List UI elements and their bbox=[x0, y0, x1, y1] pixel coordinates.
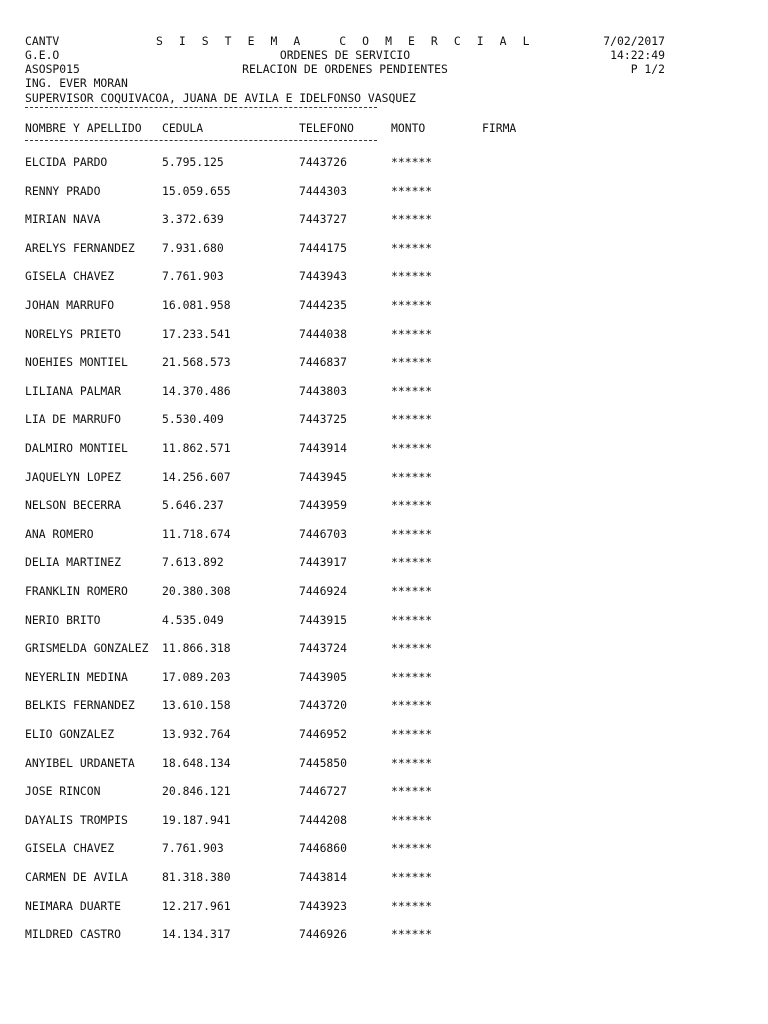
table-row bbox=[0, 355, 768, 369]
row-name: GISELA CHAVEZ bbox=[25, 269, 115, 284]
row-name: JOSE RINCON bbox=[25, 784, 101, 799]
table-row bbox=[0, 269, 768, 283]
table-row bbox=[0, 756, 768, 770]
column-header-divider bbox=[25, 140, 377, 141]
row-phone: 7443726 bbox=[299, 155, 348, 169]
row-amount: ****** bbox=[391, 155, 433, 169]
table-row bbox=[0, 327, 768, 341]
table-row bbox=[0, 841, 768, 855]
row-phone: 7446837 bbox=[299, 355, 348, 370]
column-header-amount: MONTO bbox=[391, 121, 426, 135]
row-phone: 7443720 bbox=[299, 698, 348, 713]
row-name: JOHAN MARRUFO bbox=[25, 298, 115, 312]
row-name: NOEHIES MONTIEL bbox=[25, 355, 128, 370]
table-row bbox=[0, 184, 768, 198]
row-id: 20.846.121 bbox=[162, 784, 231, 799]
row-amount: ****** bbox=[391, 641, 433, 656]
row-phone: 7446926 bbox=[299, 927, 348, 942]
row-id: 17.089.203 bbox=[162, 669, 231, 684]
table-row bbox=[0, 727, 768, 741]
row-phone: 7443915 bbox=[299, 612, 348, 627]
row-amount: ****** bbox=[391, 498, 433, 513]
table-row bbox=[0, 212, 768, 226]
row-amount: ****** bbox=[391, 326, 433, 341]
row-phone: 7444303 bbox=[299, 183, 348, 198]
row-id: 3.372.639 bbox=[162, 212, 224, 227]
row-amount: ****** bbox=[391, 298, 433, 312]
row-id: 18.648.134 bbox=[162, 755, 231, 770]
table-row bbox=[0, 441, 768, 455]
row-phone: 7443724 bbox=[299, 641, 348, 656]
row-phone: 7443959 bbox=[299, 498, 348, 513]
row-name: ANYIBEL URDANETA bbox=[25, 755, 135, 770]
column-header-row bbox=[0, 121, 768, 135]
row-name: NERIO BRITO bbox=[25, 612, 101, 627]
row-phone: 7443727 bbox=[299, 212, 348, 227]
row-name: MIRIAN NAVA bbox=[25, 212, 101, 227]
row-phone: 7443914 bbox=[299, 441, 348, 455]
row-amount: ****** bbox=[391, 212, 433, 227]
row-name: GRISMELDA GONZALEZ bbox=[25, 641, 149, 656]
row-id: 14.256.607 bbox=[162, 469, 231, 484]
table-row bbox=[0, 555, 768, 569]
table-row bbox=[0, 784, 768, 798]
table-row bbox=[0, 241, 768, 255]
row-amount: ****** bbox=[391, 412, 433, 427]
table-row bbox=[0, 155, 768, 169]
engineer-name: ING. EVER MORAN bbox=[25, 76, 128, 90]
row-name: DAYALIS TROMPIS bbox=[25, 812, 128, 827]
row-phone: 7443905 bbox=[299, 669, 348, 684]
row-id: 17.233.541 bbox=[162, 326, 231, 341]
row-name: BELKIS FERNANDEZ bbox=[25, 698, 135, 713]
company-name: CANTV bbox=[25, 34, 60, 48]
row-name: ARELYS FERNANDEZ bbox=[25, 240, 135, 255]
table-row bbox=[0, 641, 768, 655]
header-divider bbox=[25, 107, 377, 108]
row-phone: 7444038 bbox=[299, 326, 348, 341]
row-id: 14.370.486 bbox=[162, 383, 231, 398]
row-name: DELIA MARTINEZ bbox=[25, 555, 122, 570]
report-title: RELACION DE ORDENES PENDIENTES bbox=[242, 62, 448, 76]
row-phone: 7444208 bbox=[299, 812, 348, 827]
row-name: DALMIRO MONTIEL bbox=[25, 441, 128, 455]
row-name: FRANKLIN ROMERO bbox=[25, 584, 128, 598]
table-row bbox=[0, 298, 768, 312]
row-name: ELCIDA PARDO bbox=[25, 155, 108, 169]
page-number: P 1/2 bbox=[630, 62, 665, 76]
row-phone: 7444235 bbox=[299, 298, 348, 312]
row-phone: 7443814 bbox=[299, 870, 348, 884]
department: G.E.O bbox=[25, 48, 60, 62]
row-phone: 7443923 bbox=[299, 898, 348, 913]
row-amount: ****** bbox=[391, 240, 433, 255]
report-subtitle: ORDENES DE SERVICIO bbox=[279, 48, 411, 62]
row-name: CARMEN DE AVILA bbox=[25, 870, 128, 884]
row-id: 16.081.958 bbox=[162, 298, 231, 312]
row-id: 11.862.571 bbox=[162, 441, 231, 455]
row-phone: 7443945 bbox=[299, 469, 348, 484]
column-header-phone: TELEFONO bbox=[299, 121, 354, 135]
table-row bbox=[0, 613, 768, 627]
row-id: 15.059.655 bbox=[162, 183, 231, 198]
row-amount: ****** bbox=[391, 927, 433, 942]
row-id: 11.866.318 bbox=[162, 641, 231, 656]
table-row bbox=[0, 412, 768, 426]
row-id: 7.613.892 bbox=[162, 555, 224, 570]
row-amount: ****** bbox=[391, 355, 433, 370]
row-name: LILIANA PALMAR bbox=[25, 383, 122, 398]
row-phone: 7446727 bbox=[299, 784, 348, 799]
row-name: JAQUELYN LOPEZ bbox=[25, 469, 122, 484]
table-row bbox=[0, 498, 768, 512]
row-name: NELSON BECERRA bbox=[25, 498, 122, 513]
row-phone: 7446924 bbox=[299, 584, 348, 598]
row-amount: ****** bbox=[391, 755, 433, 770]
row-id: 12.217.961 bbox=[162, 898, 231, 913]
row-phone: 7443725 bbox=[299, 412, 348, 427]
column-header-id: CEDULA bbox=[162, 121, 204, 135]
row-name: NEYERLIN MEDINA bbox=[25, 669, 128, 684]
supervisor-line: SUPERVISOR COQUIVACOA, JUANA DE AVILA E IDELFONSO VASQUEZ bbox=[25, 91, 416, 105]
row-phone: 7443803 bbox=[299, 383, 348, 398]
row-amount: ****** bbox=[391, 526, 433, 541]
row-name: GISELA CHAVEZ bbox=[25, 841, 115, 856]
row-amount: ****** bbox=[391, 469, 433, 484]
row-amount: ****** bbox=[391, 784, 433, 799]
report-date: 7/02/2017 bbox=[603, 34, 665, 48]
row-phone: 7446860 bbox=[299, 841, 348, 856]
row-name: NORELYS PRIETO bbox=[25, 326, 122, 341]
row-name: RENNY PRADO bbox=[25, 183, 101, 198]
report-code: ASOSP015 bbox=[25, 62, 80, 76]
row-amount: ****** bbox=[391, 727, 433, 741]
row-id: 7.931.680 bbox=[162, 240, 224, 255]
row-name: LIA DE MARRUFO bbox=[25, 412, 122, 427]
row-id: 4.535.049 bbox=[162, 612, 224, 627]
row-amount: ****** bbox=[391, 698, 433, 713]
table-row bbox=[0, 527, 768, 541]
row-amount: ****** bbox=[391, 612, 433, 627]
row-id: 13.932.764 bbox=[162, 727, 231, 741]
row-id: 19.187.941 bbox=[162, 812, 231, 827]
row-id: 5.646.237 bbox=[162, 498, 224, 513]
row-phone: 7444175 bbox=[299, 240, 348, 255]
row-name: NEIMARA DUARTE bbox=[25, 898, 122, 913]
row-id: 11.718.674 bbox=[162, 526, 231, 541]
row-id: 5.795.125 bbox=[162, 155, 224, 169]
row-amount: ****** bbox=[391, 898, 433, 913]
row-amount: ****** bbox=[391, 669, 433, 684]
row-id: 21.568.573 bbox=[162, 355, 231, 370]
row-amount: ****** bbox=[391, 441, 433, 455]
row-name: ELIO GONZALEZ bbox=[25, 727, 115, 741]
row-phone: 7446952 bbox=[299, 727, 348, 741]
table-row bbox=[0, 470, 768, 484]
table-row bbox=[0, 899, 768, 913]
system-title: S I S T E M A C O M E R C I A L bbox=[155, 34, 535, 48]
row-amount: ****** bbox=[391, 870, 433, 884]
row-amount: ****** bbox=[391, 841, 433, 856]
row-amount: ****** bbox=[391, 812, 433, 827]
row-name: ANA ROMERO bbox=[25, 526, 94, 541]
row-phone: 7445850 bbox=[299, 755, 348, 770]
row-amount: ****** bbox=[391, 555, 433, 570]
row-amount: ****** bbox=[391, 383, 433, 398]
column-header-name: NOMBRE Y APELLIDO bbox=[25, 121, 142, 135]
table-row bbox=[0, 813, 768, 827]
table-row bbox=[0, 670, 768, 684]
row-phone: 7443943 bbox=[299, 269, 348, 284]
row-id: 20.380.308 bbox=[162, 584, 231, 598]
column-header-signature: FIRMA bbox=[482, 121, 517, 135]
row-name: MILDRED CASTRO bbox=[25, 927, 122, 942]
row-amount: ****** bbox=[391, 183, 433, 198]
row-amount: ****** bbox=[391, 269, 433, 284]
report-time: 14:22:49 bbox=[610, 48, 665, 62]
row-id: 14.134.317 bbox=[162, 927, 231, 942]
row-phone: 7443917 bbox=[299, 555, 348, 570]
table-row bbox=[0, 584, 768, 598]
table-row bbox=[0, 698, 768, 712]
row-amount: ****** bbox=[391, 584, 433, 598]
table-row bbox=[0, 870, 768, 884]
row-id: 7.761.903 bbox=[162, 841, 224, 856]
row-id: 81.318.380 bbox=[162, 870, 231, 884]
table-row bbox=[0, 384, 768, 398]
row-phone: 7446703 bbox=[299, 526, 348, 541]
row-id: 5.530.409 bbox=[162, 412, 224, 427]
table-row bbox=[0, 927, 768, 941]
row-id: 7.761.903 bbox=[162, 269, 224, 284]
row-id: 13.610.158 bbox=[162, 698, 231, 713]
